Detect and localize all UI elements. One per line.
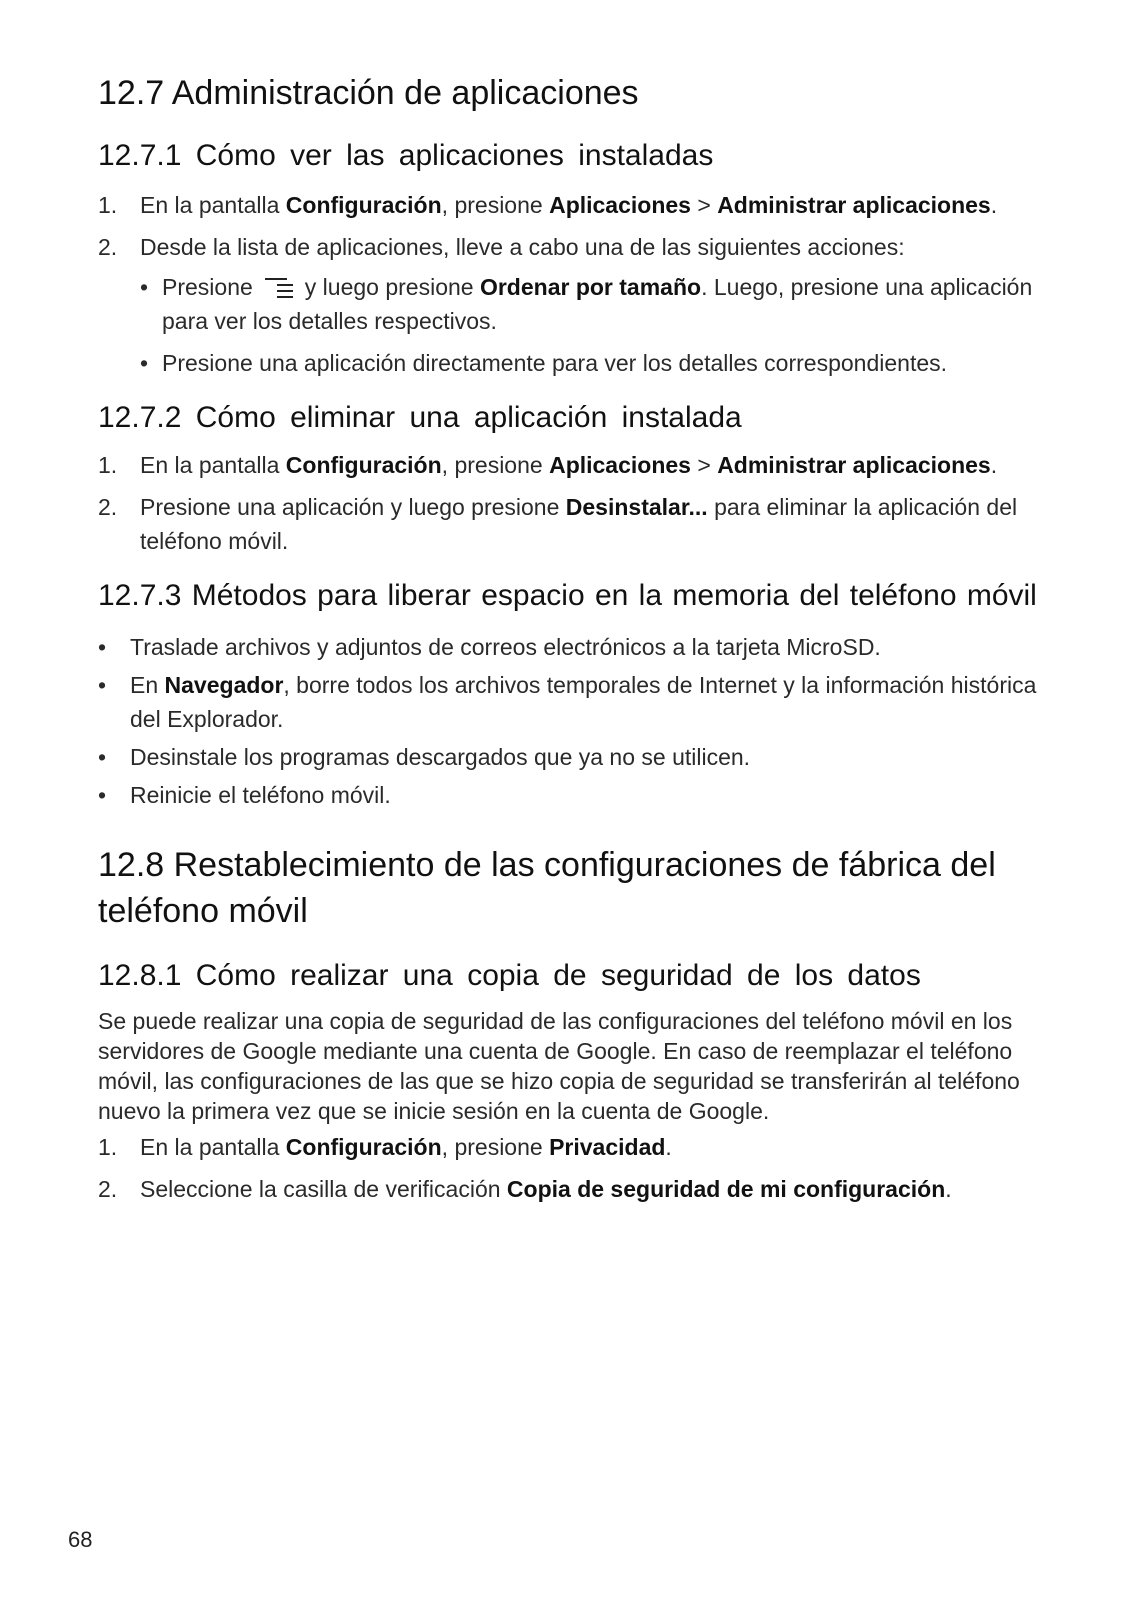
list-item: • Reinicie el teléfono móvil. <box>98 782 391 808</box>
list-item: 1. En la pantalla Configuración, presione Aplicaciones > Administrar aplicaciones. <box>98 452 998 478</box>
list-item: 2. Presione una aplicación y luego presione Desinstalar... para eliminar la aplicación del teléfono móvil. <box>98 494 1018 554</box>
list-item: 2. Seleccione la casilla de verificación Copia de seguridad de mi configuración. <box>98 1176 952 1202</box>
section-12-8-title: 12.8 Restablecimiento de las configuraciones de fábrica del teléfono móvil <box>98 846 996 930</box>
paragraph-12-8-1: Se puede realizar una copia de seguridad de las configuraciones del teléfono móvil en los servidores de Google mediante una cuenta de Google. En caso de reemplazar el teléfono móvil, las configuraciones de las que se hizo copia de seguridad se transferirán al teléfono nuevo la primera vez que se inicie sesión en la cuenta de Google. <box>98 1008 1020 1124</box>
steps-12-8-1 <box>98 1130 1038 1206</box>
list-item: • Presione una aplicación directamente para ver los detalles correspondientes. <box>140 350 948 376</box>
list-item: • Desinstale los programas descargados que ya no se utilicen. <box>98 744 751 770</box>
bullets-12-7-3 <box>98 630 1038 812</box>
list-item: • En Navegador, borre todos los archivos temporales de Internet y la información histórica del Explorador. <box>98 672 1037 732</box>
section-12-8-1-title: 12.8.1 Cómo realizar una copia de seguridad de los datos <box>98 959 921 992</box>
sub-bullets <box>140 270 1038 380</box>
list-item: 1. En la pantalla Configuración, presione Privacidad. <box>98 1134 672 1160</box>
steps-12-7-2 <box>98 448 1038 558</box>
section-12-7-title: 12.7 Administración de aplicaciones <box>98 74 639 112</box>
section-12-7-1-title: 12.7.1 Cómo ver las aplicaciones instaladas <box>98 139 714 172</box>
section-12-7-3-title: 12.7.3 Métodos para liberar espacio en la memoria del teléfono móvil <box>98 579 1037 612</box>
menu-icon <box>265 277 293 297</box>
steps-12-7-1 <box>98 188 1038 380</box>
list-item: • Traslade archivos y adjuntos de correos electrónicos a la tarjeta MicroSD. <box>98 634 881 660</box>
list-item: • Presione y luego presione Ordenar por tamaño. Luego, presione una aplicación para ver los detalles respectivos. <box>140 274 1033 334</box>
page-number: 68 <box>68 1527 93 1552</box>
section-12-7-2-title: 12.7.2 Cómo eliminar una aplicación instalada <box>98 401 742 434</box>
list-item: 2. Desde la lista de aplicaciones, lleve a cabo una de las siguientes acciones: • Presione y luego presione Ordenar por tamaño. Luego, presione una aplicación para ver los detalles respectivos. • Presione una aplicación directamente para ver los detalles correspondientes. <box>98 230 1038 380</box>
page-content <box>98 70 1038 1214</box>
list-item: 1. En la pantalla Configuración, presione Aplicaciones > Administrar aplicaciones. <box>98 192 998 218</box>
